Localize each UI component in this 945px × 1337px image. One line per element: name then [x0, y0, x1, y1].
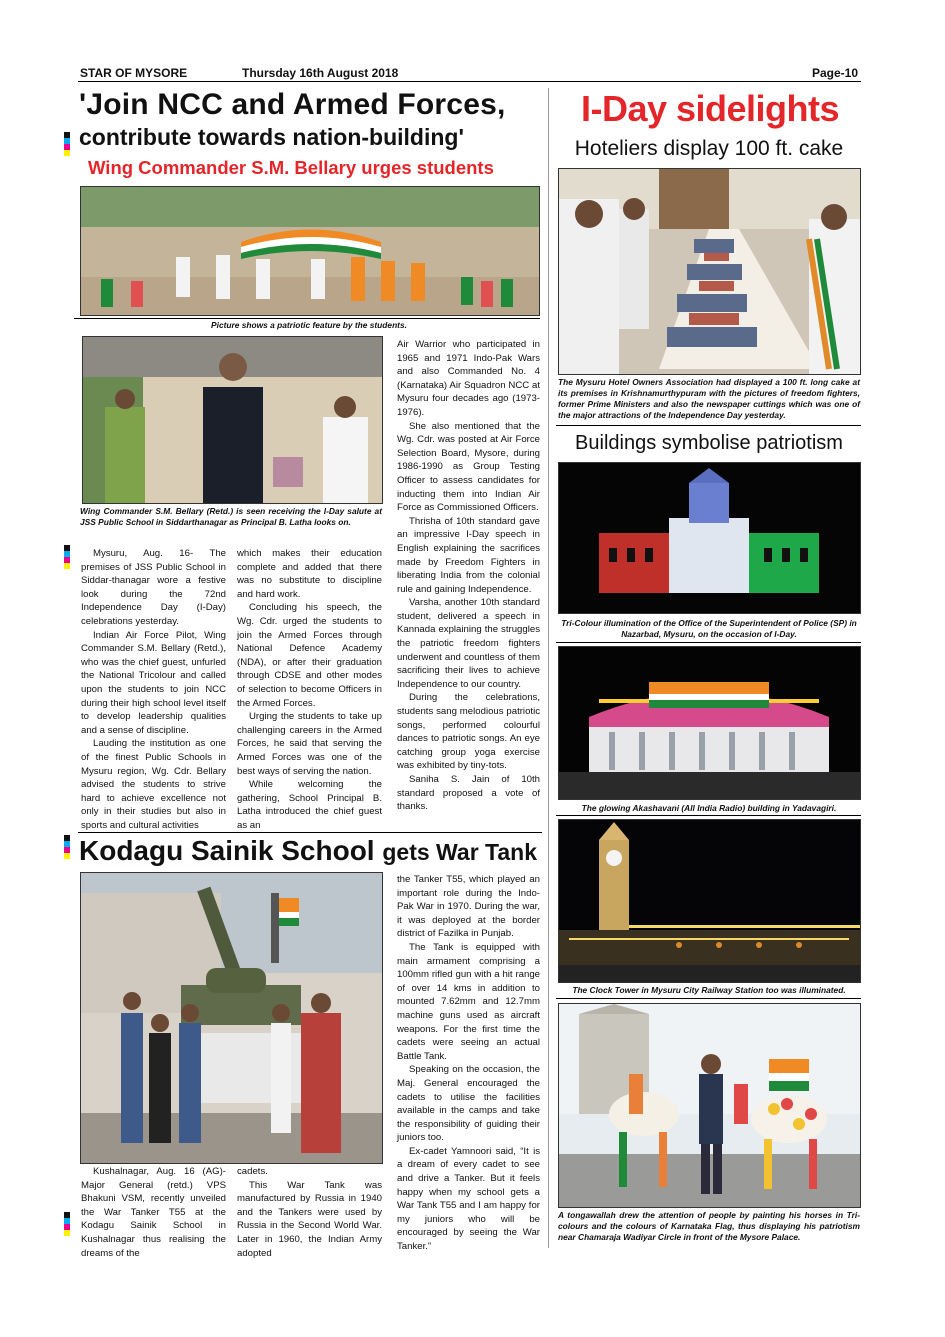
- sidelights-title: I-Day sidelights: [580, 88, 840, 129]
- paragraph: Saniha S. Jain of 10th standard proposed a vote of thanks.: [397, 774, 540, 813]
- caption-rule: [74, 318, 540, 319]
- ncc-headline-line2: contribute towards nation-building': [79, 124, 464, 150]
- paragraph: the Tanker T55, which played an important role during the Indo-Pak War in 1970. During the war, it was deployed at the border district of Fazilka in Punjab.: [397, 874, 540, 940]
- issue-date: Thursday 16th August 2018: [242, 66, 399, 80]
- war-tank-photo: [80, 872, 383, 1164]
- paragraph: Air Warrior who participated in 1965 and 1971 Indo-Pak Wars and also Commanded No. 4 (Karnataka) Air Squadron NCC at Mysuru four decades ago (1973-1976).: [397, 339, 540, 418]
- page-number: Page-10: [812, 66, 859, 80]
- paragraph: Thrisha of 10th standard gave an impressive I-Day speech in English explaining the sacrifices made by Freedom Fighters in liberating India from the colonial rule and gaining Independence.: [397, 515, 540, 595]
- patriotic-feature-photo: [80, 186, 540, 316]
- salute-photo: [82, 336, 383, 504]
- kodagu-column-2: [237, 1165, 382, 1260]
- paragraph: Indian Air Force Pilot, Wing Commander S.M. Bellary (Retd.), who was the chief guest, unfurled the National Tricolour and called upon the students to join NCC during their high school level itself to develop leadership qualities and a sense of discipline.: [81, 629, 226, 736]
- paragraph: While welcoming the gathering, School Principal B. Latha introduced the chief guest as an: [237, 779, 382, 831]
- sp-office-photo: [558, 462, 861, 614]
- painted-horses-photo: [558, 1003, 861, 1208]
- clock-tower-caption: The Clock Tower in Mysuru City Railway Station too was illuminated.: [572, 985, 846, 995]
- akashavani-photo: [558, 646, 861, 800]
- paragraph: cadets.: [237, 1166, 268, 1177]
- paragraph: Speaking on the occasion, the Maj. General encouraged the cadets to utilise the facilities available in the camps and take the responsibility of guiding their juniors too.: [397, 1064, 540, 1144]
- cake-photo: [558, 168, 861, 375]
- paragraph: which makes their education complete and added that there was no substitute to discipline and hard work.: [237, 548, 382, 600]
- buildings-headline: Buildings symbolise patriotism: [575, 432, 843, 454]
- paragraph: Lauding the institution as one of the finest Public Schools in Mysuru region, Wg. Cdr. Bellary advised the students to strive hard to achieve excellence not only in their studies but also in sports and cultural activities: [81, 738, 226, 831]
- sp-office-caption: Tri-Colour illumination of the Office of the Superintendent of Police (SP) in Nazarbad, Mysuru, on the occasion of I-Day.: [561, 618, 857, 639]
- caption-rule: [556, 815, 861, 816]
- paragraph: Kushalnagar, Aug. 16 (AG)- Major General (retd.) VPS Bhakuni VSM, recently unveiled the War Tanker T55 at the Kodagu Sainik School in Kushalnagar thus realising the dreams of the: [81, 1166, 226, 1259]
- paragraph: Mysuru, Aug. 16- The premises of JSS Public School in Siddar-thanagar wore a festive look during the 72nd Independence Day (I-Day) celebrations yesterday.: [81, 548, 226, 627]
- ncc-column-1: [81, 547, 226, 832]
- paragraph: She also mentioned that the Wg. Cdr. was posted at Air Force Selection Board, Mysore, during 1986-1990 as Group Testing Officer to assess candidates for inducting them into Indian Air Force as Commissioned Officers.: [397, 420, 540, 514]
- caption-rule: [556, 642, 861, 643]
- ncc-subhead: Wing Commander S.M. Bellary urges students: [88, 157, 494, 178]
- akashavani-caption: The glowing Akashavani (All India Radio) building in Yadavagiri.: [581, 803, 837, 813]
- paragraph: This War Tank was manufactured by Russia in 1940 and the Tankers were used by Russia in the Second World War. Later in 1960, the Indian Army adopted: [237, 1179, 382, 1259]
- caption-rule: [556, 998, 861, 999]
- registration-marks: [64, 132, 70, 156]
- cake-caption: The Mysuru Hotel Owners Association had displayed a 100 ft. long cake at its premises in Krishnamurthypuram with the pictures of freedom fighters, former Prime Ministers and also the newspaper cuttings which was one of the major attractions of the Independence Day yesterday.: [558, 377, 860, 420]
- cake-headline: Hoteliers display 100 ft. cake: [574, 137, 844, 160]
- column-separator: [548, 88, 549, 1248]
- registration-marks: [64, 835, 70, 859]
- paragraph: Urging the students to take up challenging careers in the Armed Forces, he said that serving the Armed Forces was one of the best ways of serving the nation.: [237, 711, 382, 777]
- ncc-column-2: [237, 547, 382, 832]
- ncc-column-3: [397, 338, 540, 814]
- paragraph: Concluding his speech, the Wg. Cdr. urged the students to join the Armed Forces through National Defence Academy (NDA), or after their graduation through CDSE and other modes of selection to become Officers in the Armed Forces.: [237, 602, 382, 709]
- paragraph: The Tank is equipped with main armament comprising a 100mm rifled gun with a hit range of over 14 kms in addition to mounted 7.62mm and 12.7mm machine guns used as aircraft weapons. For the first time the cadets were seeing an actual Battle Tank.: [397, 941, 540, 1062]
- header-rule: [78, 81, 861, 82]
- kodagu-column-1: [81, 1165, 226, 1260]
- masthead-name: STAR OF MYSORE: [80, 66, 188, 80]
- kodagu-headline-part1: Kodagu Sainik School: [79, 835, 383, 866]
- patriotic-feature-caption: Picture shows a patriotic feature by the students.: [211, 320, 407, 330]
- registration-marks: [64, 1212, 70, 1236]
- registration-marks: [64, 545, 70, 569]
- paragraph: Ex-cadet Yamnoori said, “It is a dream of every cadet to see and drive a Tanker. But it feels happy when my school gets a War Tank T55 and I am happy for my juniors who will be encouraged by seeing the War Tanker.”: [397, 1145, 540, 1253]
- section-rule: [78, 832, 542, 833]
- paragraph: Varsha, another 10th standard student, delivered a speech in Kannada explaining the struggles the patriotic freedom fighters underwent and countless of them sacrificing their lives to achieve Independence to our country.: [397, 597, 540, 690]
- painted-horses-caption: A tongawallah drew the attention of people by painting his horses in Tri-colours and the colours of Karnataka Flag, thus displaying his patriotism near Chamaraja Wadiyar Circle in front of the Mysore Palace.: [558, 1210, 860, 1242]
- caption-rule: [556, 425, 861, 426]
- kodagu-headline-part2: gets War Tank: [382, 839, 538, 865]
- ncc-headline-line1: 'Join NCC and Armed Forces,: [79, 88, 506, 121]
- paragraph: During the celebrations, students sang melodious patriotic songs, performed colourful dances to patriotic songs. An eye catching group yoga exercise was exhibited by tiny-tots.: [397, 692, 540, 772]
- clock-tower-photo: [558, 819, 861, 983]
- kodagu-column-3: [397, 873, 540, 1254]
- kodagu-headline: [79, 835, 549, 867]
- salute-caption: Wing Commander S.M. Bellary (Retd.) is seen receiving the I-Day salute at JSS Public School in Siddarthanagar as Principal B. Latha looks on.: [80, 506, 382, 527]
